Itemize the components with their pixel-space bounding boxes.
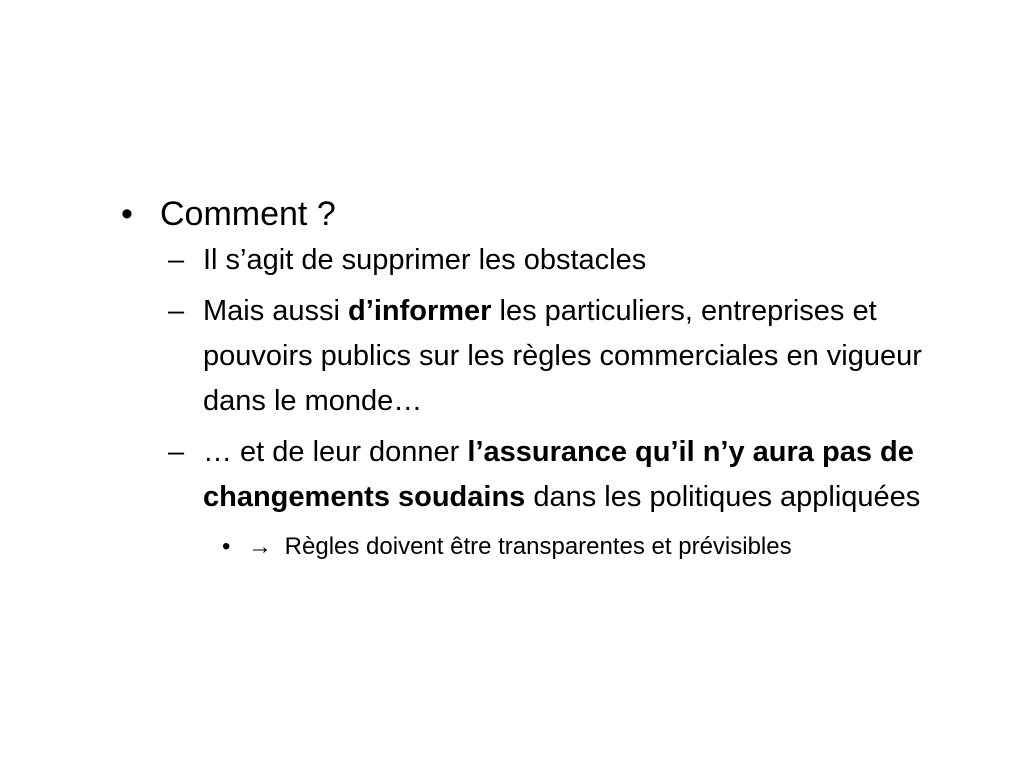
sub-item-text: Il s’agit de supprimer les obstacles <box>203 244 647 276</box>
dash-marker: – <box>168 436 185 468</box>
sub-item-text-before: … et de leur donner <box>203 436 468 468</box>
arrow-right-icon: → <box>248 533 272 560</box>
sub-item-informer <box>118 289 948 424</box>
sub-sub-item-regles <box>118 528 948 566</box>
sub-item-emphasis: d’informer <box>348 295 492 327</box>
bullet-comment <box>118 190 948 238</box>
dash-marker: – <box>168 295 185 327</box>
bullet-marker: • <box>222 533 231 560</box>
bullet-text: Comment ? <box>160 195 336 233</box>
sub-item-text-after: dans les politiques appliquées <box>525 481 921 513</box>
bullet-marker: • <box>121 195 133 233</box>
sub-item-text-after: les particuliers, entreprises et pouvoirs publics sur les règles commerciales en vigueur dans le monde… <box>203 295 922 417</box>
sub-item-supprimer-obstacles <box>118 238 948 283</box>
slide-body <box>118 190 948 566</box>
dash-marker: – <box>168 244 185 276</box>
sub-item-emphasis: l’assurance qu’il n’y aura pas de changements soudains <box>203 436 914 513</box>
sub-sub-item-text: Règles doivent être transparentes et prévisibles <box>278 533 792 560</box>
sub-item-text-before: Mais aussi <box>203 295 349 327</box>
sub-item-assurance <box>118 430 948 520</box>
